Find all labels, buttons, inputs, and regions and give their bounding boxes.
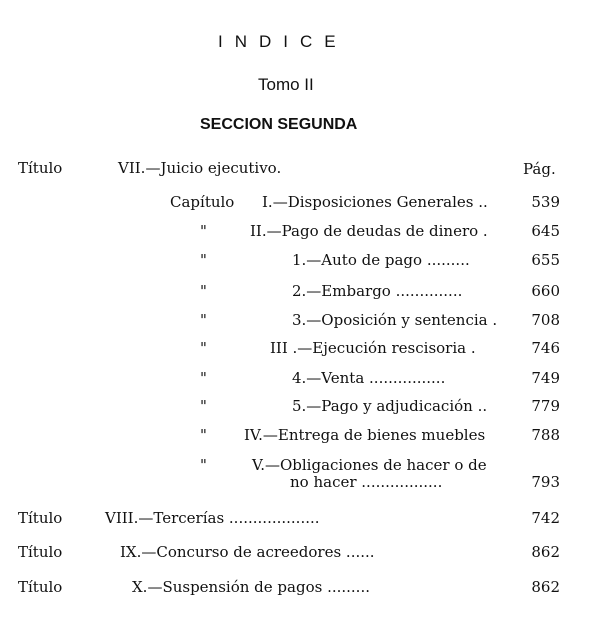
- entry-page: 645: [531, 222, 560, 240]
- entry-page: 788: [531, 426, 560, 444]
- titulo-text: X.—Suspensión de pagos .........: [132, 578, 370, 596]
- titulo-page: 862: [531, 543, 560, 561]
- entry-text: I.—Disposiciones Generales ..: [262, 193, 488, 211]
- entry-text: II.—Pago de deudas de dinero .: [250, 222, 488, 240]
- entry-page: 539: [531, 193, 560, 211]
- entry-text: 5.—Pago y adjudicación ..: [292, 397, 488, 415]
- entry-prefix: Capítulo: [170, 193, 235, 211]
- ditto-mark: ": [200, 397, 207, 415]
- ditto-mark: ": [200, 339, 207, 357]
- titulo-vii-title: VII.—Juicio ejecutivo.: [118, 159, 282, 177]
- entry-text-continuation: no hacer .................: [290, 473, 443, 491]
- titulo-text: IX.—Concurso de acreedores ......: [120, 543, 375, 561]
- ditto-mark: ": [200, 222, 207, 240]
- index-heading: INDICE: [218, 32, 348, 51]
- entry-text: IV.—Entrega de bienes muebles: [244, 426, 486, 444]
- volume-label: Tomo II: [258, 75, 314, 94]
- section-title: SECCION SEGUNDA: [200, 116, 358, 133]
- ditto-mark: ": [200, 456, 207, 474]
- ditto-mark: ": [200, 426, 207, 444]
- ditto-mark: ": [200, 251, 207, 269]
- entry-text: 2.—Embargo ..............: [292, 282, 463, 300]
- entry-page: 749: [531, 369, 560, 387]
- titulo-label: Título: [18, 543, 63, 561]
- entry-text: V.—Obligaciones de hacer o de: [252, 456, 487, 474]
- page-column-label: Pág.: [523, 160, 556, 178]
- entry-text: 1.—Auto de pago .........: [292, 251, 470, 269]
- entry-text: 3.—Oposición y sentencia .: [292, 311, 498, 329]
- entry-page: 746: [531, 339, 560, 357]
- entry-page: 660: [531, 282, 560, 300]
- entry-page: 655: [531, 251, 560, 269]
- entry-page: 779: [531, 397, 560, 415]
- titulo-label: Título: [18, 578, 63, 596]
- titulo-label: Título: [18, 509, 63, 527]
- titulo-page: 742: [531, 509, 560, 527]
- ditto-mark: ": [200, 369, 207, 387]
- entry-page: 793: [531, 473, 560, 491]
- ditto-mark: ": [200, 311, 207, 329]
- titulo-text: VIII.—Tercerías ...................: [105, 509, 320, 527]
- entry-page: 708: [531, 311, 560, 329]
- titulo-page: 862: [531, 578, 560, 596]
- titulo-label: Título: [18, 159, 63, 177]
- ditto-mark: ": [200, 282, 207, 300]
- entry-text: 4.—Venta ................: [292, 369, 446, 387]
- entry-text: III .—Ejecución rescisoria .: [270, 339, 476, 357]
